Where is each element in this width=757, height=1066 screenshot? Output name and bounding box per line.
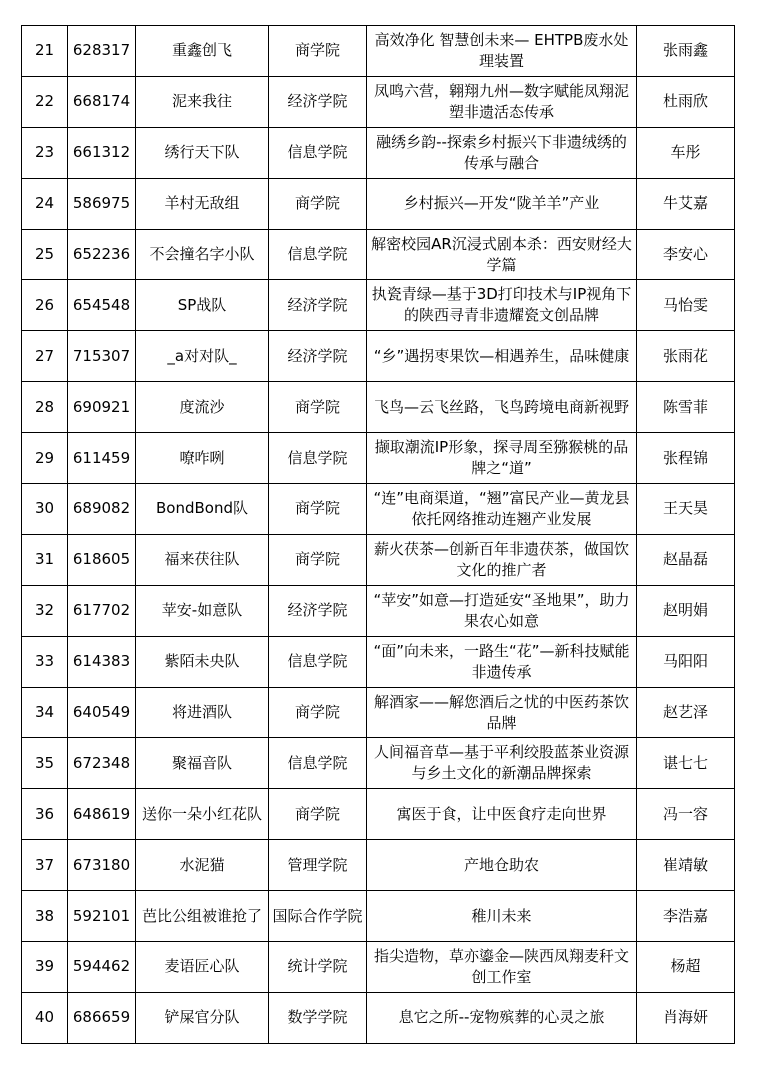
row-number-cell: 39 (22, 942, 68, 993)
team-name-cell: 聚福音队 (136, 738, 269, 789)
table-row (22, 891, 735, 942)
row-number-cell: 27 (22, 331, 68, 382)
leader-name-cell: 牛艾嘉 (637, 178, 735, 229)
project-title-cell: 稚川未来 (367, 891, 637, 942)
team-id-cell: 614383 (68, 636, 136, 687)
leader-name-cell: 马怡雯 (637, 280, 735, 331)
row-number-cell: 23 (22, 127, 68, 178)
project-title-cell: “苹安”如意—打造延安“圣地果”，助力果农心如意 (367, 585, 637, 636)
table-row (22, 636, 735, 687)
team-id-cell: 648619 (68, 789, 136, 840)
table-row (22, 484, 735, 535)
team-id-cell: 594462 (68, 942, 136, 993)
table-row (22, 433, 735, 484)
school-cell: 信息学院 (269, 127, 367, 178)
leader-name-cell: 车彤 (637, 127, 735, 178)
project-title-cell: 融绣乡韵--探索乡村振兴下非遗绒绣的传承与融合 (367, 127, 637, 178)
school-cell: 商学院 (269, 178, 367, 229)
table-row (22, 127, 735, 178)
team-id-cell: 611459 (68, 433, 136, 484)
leader-name-cell: 陈雪菲 (637, 382, 735, 433)
team-id-cell: 715307 (68, 331, 136, 382)
team-id-cell: 672348 (68, 738, 136, 789)
project-title-cell: 指尖造物，草亦鎏金—陕西凤翔麦秆文创工作室 (367, 942, 637, 993)
row-number-cell: 28 (22, 382, 68, 433)
team-id-cell: 628317 (68, 26, 136, 77)
project-title-cell: 乡村振兴—开发“陇羊羊”产业 (367, 178, 637, 229)
team-name-cell: _a对对队_ (136, 331, 269, 382)
results-table (21, 25, 735, 1044)
row-number-cell: 29 (22, 433, 68, 484)
team-id-cell: 640549 (68, 687, 136, 738)
table-row (22, 331, 735, 382)
row-number-cell: 31 (22, 534, 68, 585)
leader-name-cell: 杜雨欣 (637, 76, 735, 127)
leader-name-cell: 崔靖敏 (637, 840, 735, 891)
school-cell: 商学院 (269, 484, 367, 535)
leader-name-cell: 王天昊 (637, 484, 735, 535)
project-title-cell: 人间福音草—基于平利绞股蓝茶业资源与乡土文化的新潮品牌探索 (367, 738, 637, 789)
leader-name-cell: 张程锦 (637, 433, 735, 484)
team-name-cell: 将进酒队 (136, 687, 269, 738)
table-row (22, 585, 735, 636)
team-name-cell: BondBond队 (136, 484, 269, 535)
project-title-cell: 寓医于食，让中医食疗走向世界 (367, 789, 637, 840)
school-cell: 信息学院 (269, 433, 367, 484)
team-name-cell: 送你一朵小红花队 (136, 789, 269, 840)
row-number-cell: 24 (22, 178, 68, 229)
team-name-cell: 苹安-如意队 (136, 585, 269, 636)
row-number-cell: 21 (22, 26, 68, 77)
row-number-cell: 40 (22, 992, 68, 1043)
school-cell: 商学院 (269, 26, 367, 77)
table-body (22, 26, 735, 1044)
project-title-cell: “乡”遇拐枣果饮—相遇养生，品味健康 (367, 331, 637, 382)
table-row (22, 789, 735, 840)
row-number-cell: 26 (22, 280, 68, 331)
team-name-cell: 重鑫创飞 (136, 26, 269, 77)
project-title-cell: 高效净化 智慧创未来— EHTPB废水处理装置 (367, 26, 637, 77)
school-cell: 数学学院 (269, 992, 367, 1043)
team-id-cell: 661312 (68, 127, 136, 178)
school-cell: 经济学院 (269, 331, 367, 382)
school-cell: 商学院 (269, 534, 367, 585)
project-title-cell: “面”向未来，一路生“花”—新科技赋能非遗传承 (367, 636, 637, 687)
row-number-cell: 35 (22, 738, 68, 789)
project-title-cell: 产地仓助农 (367, 840, 637, 891)
school-cell: 信息学院 (269, 636, 367, 687)
project-title-cell: 息它之所--宠物殡葬的心灵之旅 (367, 992, 637, 1043)
row-number-cell: 22 (22, 76, 68, 127)
leader-name-cell: 赵晶磊 (637, 534, 735, 585)
project-title-cell: 撷取潮流IP形象，探寻周至猕猴桃的品牌之“道” (367, 433, 637, 484)
team-name-cell: SP战队 (136, 280, 269, 331)
school-cell: 信息学院 (269, 229, 367, 280)
row-number-cell: 33 (22, 636, 68, 687)
project-title-cell: 解酒家——解您酒后之忧的中医药茶饮品牌 (367, 687, 637, 738)
school-cell: 商学院 (269, 382, 367, 433)
leader-name-cell: 赵艺泽 (637, 687, 735, 738)
school-cell: 商学院 (269, 687, 367, 738)
team-id-cell: 673180 (68, 840, 136, 891)
leader-name-cell: 赵明娟 (637, 585, 735, 636)
table-row (22, 178, 735, 229)
team-name-cell: 不会撞名字小队 (136, 229, 269, 280)
leader-name-cell: 马阳阳 (637, 636, 735, 687)
school-cell: 经济学院 (269, 76, 367, 127)
team-name-cell: 麦语匠心队 (136, 942, 269, 993)
project-title-cell: 飞鸟—云飞丝路，飞鸟跨境电商新视野 (367, 382, 637, 433)
team-id-cell: 689082 (68, 484, 136, 535)
team-name-cell: 嘹咋咧 (136, 433, 269, 484)
team-id-cell: 652236 (68, 229, 136, 280)
row-number-cell: 34 (22, 687, 68, 738)
leader-name-cell: 谌七七 (637, 738, 735, 789)
team-name-cell: 福来茯往队 (136, 534, 269, 585)
row-number-cell: 25 (22, 229, 68, 280)
project-title-cell: 凤鸣六营，翱翔九州—数字赋能凤翔泥塑非遗活态传承 (367, 76, 637, 127)
team-name-cell: 度流沙 (136, 382, 269, 433)
project-title-cell: 解密校园AR沉浸式剧本杀：西安财经大学篇 (367, 229, 637, 280)
row-number-cell: 37 (22, 840, 68, 891)
table-row (22, 534, 735, 585)
leader-name-cell: 杨超 (637, 942, 735, 993)
table-row (22, 382, 735, 433)
team-name-cell: 羊村无敌组 (136, 178, 269, 229)
project-title-cell: 薪火茯茶—创新百年非遗茯茶，做国饮文化的推广者 (367, 534, 637, 585)
table-row (22, 229, 735, 280)
table-row (22, 687, 735, 738)
school-cell: 国际合作学院 (269, 891, 367, 942)
leader-name-cell: 冯一容 (637, 789, 735, 840)
team-name-cell: 紫陌未央队 (136, 636, 269, 687)
leader-name-cell: 张雨鑫 (637, 26, 735, 77)
team-id-cell: 686659 (68, 992, 136, 1043)
team-id-cell: 654548 (68, 280, 136, 331)
table-row (22, 76, 735, 127)
team-id-cell: 586975 (68, 178, 136, 229)
school-cell: 信息学院 (269, 738, 367, 789)
school-cell: 经济学院 (269, 585, 367, 636)
team-id-cell: 617702 (68, 585, 136, 636)
team-name-cell: 铲屎官分队 (136, 992, 269, 1043)
row-number-cell: 30 (22, 484, 68, 535)
team-name-cell: 芭比公组被谁抢了 (136, 891, 269, 942)
team-id-cell: 592101 (68, 891, 136, 942)
school-cell: 统计学院 (269, 942, 367, 993)
table-row (22, 942, 735, 993)
team-id-cell: 668174 (68, 76, 136, 127)
school-cell: 经济学院 (269, 280, 367, 331)
leader-name-cell: 张雨花 (637, 331, 735, 382)
table-row (22, 840, 735, 891)
team-id-cell: 618605 (68, 534, 136, 585)
table-row (22, 992, 735, 1043)
leader-name-cell: 李安心 (637, 229, 735, 280)
school-cell: 商学院 (269, 789, 367, 840)
row-number-cell: 32 (22, 585, 68, 636)
project-title-cell: 执瓷青绿—基于3D打印技术与IP视角下的陕西寻青非遗耀瓷文创品牌 (367, 280, 637, 331)
row-number-cell: 38 (22, 891, 68, 942)
leader-name-cell: 肖海妍 (637, 992, 735, 1043)
leader-name-cell: 李浩嘉 (637, 891, 735, 942)
project-title-cell: “连”电商渠道，“翘”富民产业—黄龙县依托网络推动连翘产业发展 (367, 484, 637, 535)
team-name-cell: 水泥猫 (136, 840, 269, 891)
table-row (22, 738, 735, 789)
row-number-cell: 36 (22, 789, 68, 840)
table-row (22, 26, 735, 77)
school-cell: 管理学院 (269, 840, 367, 891)
team-name-cell: 绣行天下队 (136, 127, 269, 178)
team-id-cell: 690921 (68, 382, 136, 433)
team-name-cell: 泥来我往 (136, 76, 269, 127)
table-row (22, 280, 735, 331)
